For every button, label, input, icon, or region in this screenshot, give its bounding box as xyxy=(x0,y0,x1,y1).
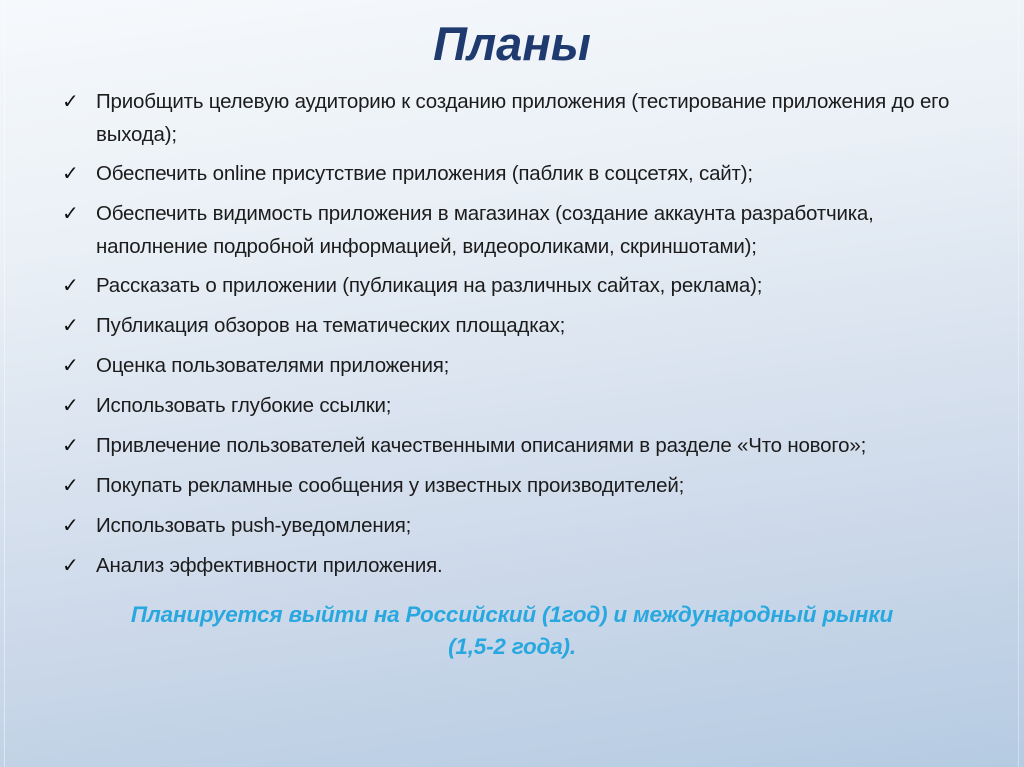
list-item xyxy=(62,269,964,303)
checkmark-icon: ✓ xyxy=(62,555,79,577)
list-item-text: Использовать push-уведомления; xyxy=(96,514,412,537)
list-item xyxy=(62,197,964,263)
list-item xyxy=(62,157,964,191)
checkmark-icon: ✓ xyxy=(62,315,79,337)
checkmark-icon: ✓ xyxy=(62,435,79,457)
list-item-text: Привлечение пользователей качественными описаниями в разделе «Что нового»; xyxy=(96,434,867,457)
checkmark-icon: ✓ xyxy=(62,163,79,185)
checkmark-icon: ✓ xyxy=(62,355,79,377)
checkmark-icon: ✓ xyxy=(62,515,79,537)
list-item-text: Обеспечить online присутствие приложения (паблик в соцсетях, сайт); xyxy=(96,162,753,185)
checkmark-icon: ✓ xyxy=(62,475,79,497)
slide-left-edge-line xyxy=(4,0,5,767)
list-item xyxy=(62,509,964,543)
slide-right-edge-line xyxy=(1018,0,1019,767)
list-item-text: Анализ эффективности приложения. xyxy=(96,554,443,577)
plans-list xyxy=(0,85,1024,583)
list-item-text: Покупать рекламные сообщения у известных производителей; xyxy=(96,474,685,497)
footer-note xyxy=(0,599,1024,663)
list-item xyxy=(62,349,964,383)
list-item-text: Оценка пользователями приложения; xyxy=(96,354,450,377)
checkmark-icon: ✓ xyxy=(62,203,79,225)
slide-title: Планы xyxy=(433,17,591,70)
list-item-text: Обеспечить видимость приложения в магазинах (создание аккаунта разработчика, наполнение подробной информацией, видеороликами, скриншотами); xyxy=(96,202,874,258)
list-item-text: Использовать глубокие ссылки; xyxy=(96,394,392,417)
list-item-text: Приобщить целевую аудиторию к созданию приложения (тестирование приложения до его выхода); xyxy=(96,90,950,146)
list-item xyxy=(62,429,964,463)
list-item xyxy=(62,549,964,583)
list-item xyxy=(62,469,964,503)
list-item xyxy=(62,389,964,423)
footer-line-1: Планируется выйти на Российский (1год) и международный рынки xyxy=(130,602,894,627)
checkmark-icon: ✓ xyxy=(62,395,79,417)
list-item-text: Рассказать о приложении (публикация на различных сайтах, реклама); xyxy=(96,274,763,297)
checkmark-icon: ✓ xyxy=(62,275,79,297)
list-item xyxy=(62,309,964,343)
list-item xyxy=(62,85,964,151)
footer-line-2: (1,5-2 года). xyxy=(448,634,576,659)
checkmark-icon: ✓ xyxy=(62,91,79,113)
list-item-text: Публикация обзоров на тематических площадках; xyxy=(96,314,566,337)
